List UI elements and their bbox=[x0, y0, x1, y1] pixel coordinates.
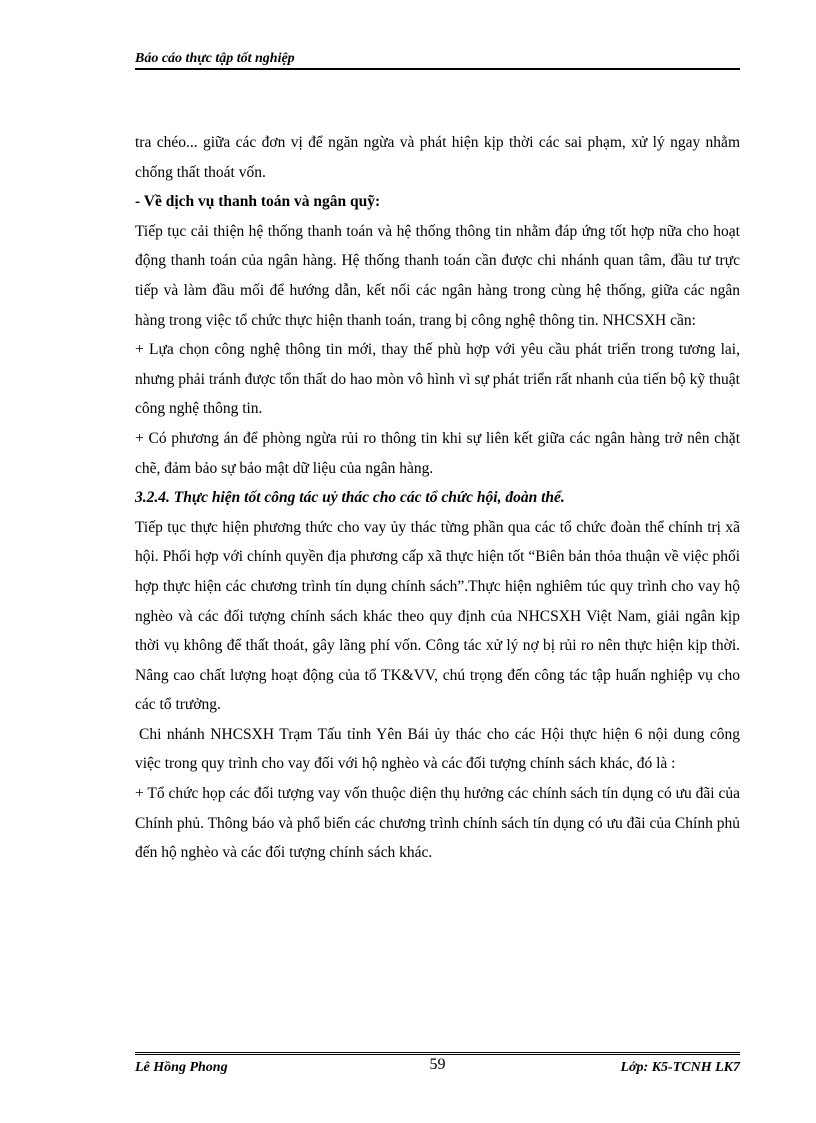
bullet-organize-meetings: + Tổ chức họp các đối tượng vay vốn thuộc diện thụ hưởng các chính sách tín dụng có ưu đãi của Chính phủ. Thông báo và phổ biến các chương trình chính sách tín dụng có ưu đãi của Chính phủ đến hộ nghèo và các đối tượng chính sách khác. bbox=[135, 785, 740, 862]
paragraph-intro: tra chéo... giữa các đơn vị để ngăn ngừa và phát hiện kịp thời các sai phạm, xử lý ngay nhằm chống thất thoát vốn. bbox=[135, 134, 740, 181]
bullet-risk-prevention: + Có phương án để phòng ngừa rủi ro thông tin khi sự liên kết giữa các ngân hàng trở nên chặt chẽ, đảm bảo sự bảo mật dữ liệu của ngân hàng. bbox=[135, 429, 740, 477]
page-number: 59 bbox=[429, 1056, 446, 1073]
section-heading-3-2-4: 3.2.4. Thực hiện tốt công tác uỷ thác cho các tổ chức hội, đoàn thể. bbox=[135, 489, 565, 507]
paragraph-branch-entrustment: Chi nhánh NHCSXH Trạm Tấu tỉnh Yên Bái ủy thác cho các Hội thực hiện 6 nội dung công việc trong quy trình cho vay đối với hộ nghèo và các đối tượng chính sách khác, đó là : bbox=[135, 725, 740, 773]
header-title: Báo cáo thực tập tốt nghiệp bbox=[135, 51, 295, 66]
paragraph-payment-system: Tiếp tục cải thiện hệ thống thanh toán và hệ thống thông tin nhằm đáp ứng tốt hợp nữa cho hoạt động thanh toán của ngân hàng. Hệ thống thanh toán cần được chi nhánh quan tâm, đầu tư trực tiếp và làm đầu mối để hướng dẫn, kết nối các ngân hàng trong cùng hệ thống, giữa các ngân hàng trong việc tổ chức thực hiện thanh toán, trang bị công nghệ thông tin. NHCSXH cần: bbox=[135, 222, 740, 329]
page-header bbox=[135, 50, 740, 70]
bullet-technology-choice: + Lựa chọn công nghệ thông tin mới, thay thế phù hợp với yêu cầu phát triển trong tương lai, nhưng phải tránh được tổn thất do hao mòn vô hình vì sự phát triển rất nhanh của tiến bộ kỹ thuật công nghệ thông tin. bbox=[135, 341, 740, 418]
footer-author: Lê Hồng Phong bbox=[135, 1060, 228, 1075]
footer-class: Lớp: K5-TCNH LK7 bbox=[620, 1060, 740, 1075]
document-body bbox=[135, 128, 740, 868]
subheading-payment-services: - Về dịch vụ thanh toán và ngân quỹ: bbox=[135, 193, 381, 211]
paragraph-entrusted-lending: Tiếp tục thực hiện phương thức cho vay ủy thác từng phần qua các tổ chức đoàn thể chính trị xã hội. Phối hợp với chính quyền địa phương cấp xã thực hiện tốt “Biên bản thỏa thuận về việc phối hợp thực hiện các chương trình tín dụng chính sách”.Thực hiện nghiêm túc quy trình cho vay hộ nghèo và các đối tượng chính sách khác theo quy định của NHCSXH Việt Nam, giải ngân kịp thời vụ không để thất thoát, gây lãng phí vốn. Công tác xử lý nợ bị rủi ro nên thực hiện kịp thời. Nâng cao chất lượng hoạt động của tổ TK&VV, chú trọng đến công tác tập huấn nghiệp vụ cho các tổ trưởng. bbox=[135, 518, 740, 714]
page-footer bbox=[135, 1052, 740, 1081]
